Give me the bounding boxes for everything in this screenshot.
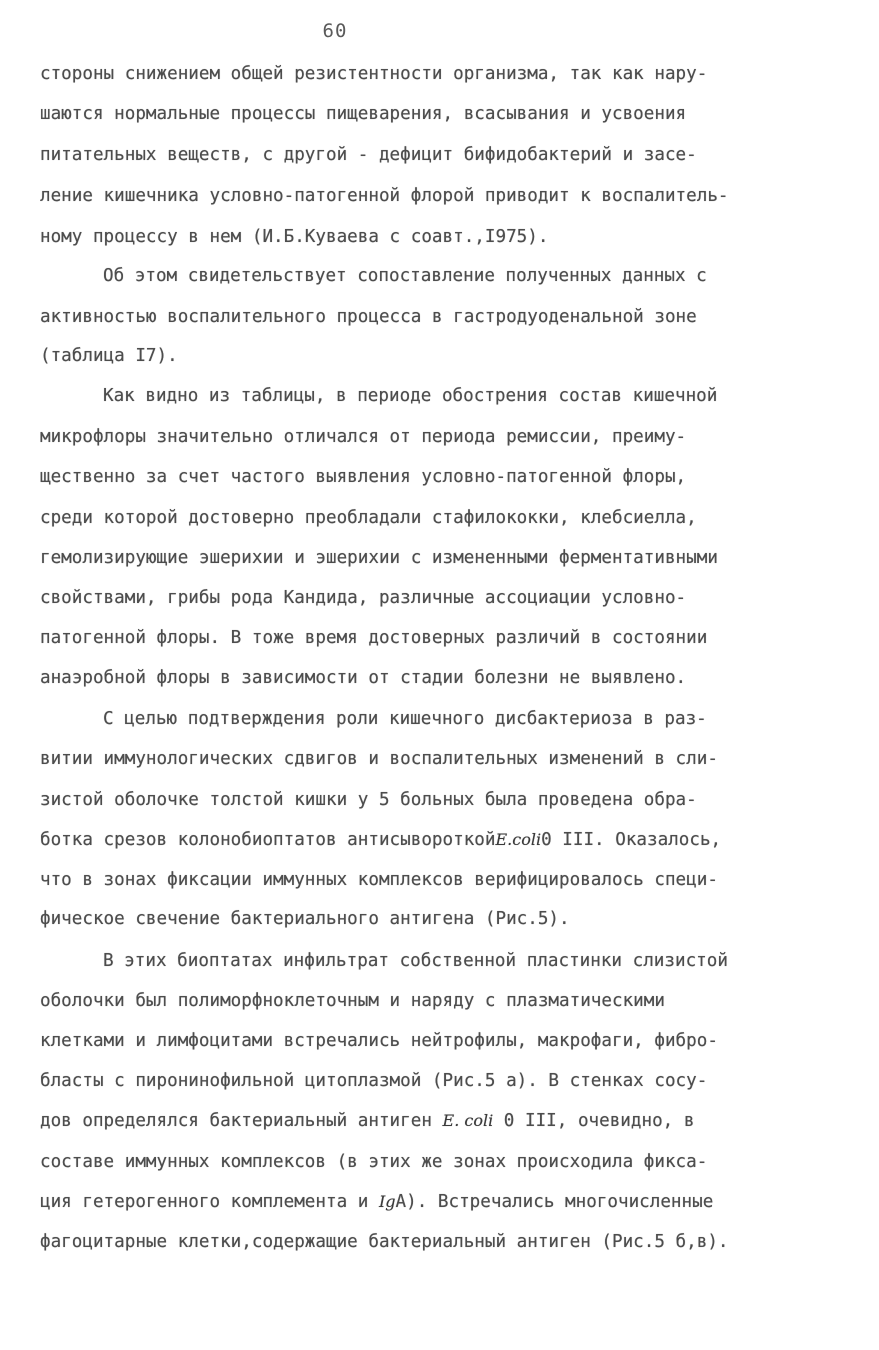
- text-line: что в зонах фиксации иммунных комплексов верифицировалось специ-: [40, 870, 718, 890]
- text-segment: А). Встречались многочисленные: [395, 1192, 714, 1212]
- text-line: составе иммунных комплексов (в этих же зонах происходила фикса-: [40, 1152, 708, 1172]
- text-line: микрофлоры значительно отличался от периода ремиссии, преиму-: [40, 427, 687, 447]
- text-line: зистой оболочке толстой кишки у 5 больных была проведена обра-: [40, 790, 697, 810]
- handwritten-e-coli: E.coli: [495, 830, 542, 849]
- handwritten-ig: Ig: [378, 1192, 396, 1211]
- text-line: витии иммунологических сдвигов и воспалительных изменений в сли-: [40, 749, 718, 769]
- text-line: ному процессу в нем (И.Б.Куваева с соавт.,I975).: [40, 227, 549, 247]
- handwritten-e-coli: E. coli: [442, 1111, 494, 1130]
- text-line: ление кишечника условно-патогенной флорой приводит к воспалитель-: [40, 186, 729, 206]
- text-segment: дов определялся бактериальный антиген: [40, 1111, 443, 1131]
- text-line: активностью воспалительного процесса в гастродуоденальной зоне: [40, 307, 697, 327]
- text-line: Как видно из таблицы, в периоде обострения состав кишечной: [103, 386, 718, 406]
- text-segment: ботка срезов колонобиоптатов антисывороткой: [40, 830, 496, 850]
- text-line: [40, 1110, 840, 1132]
- text-line: гемолизирующие эшерихии и эшерихии с измененными ферментативными: [40, 548, 718, 568]
- text-line: С целью подтверждения роли кишечного дисбактериоза в раз-: [103, 709, 707, 729]
- text-line: клетками и лимфоцитами встречались нейтрофилы, макрофаги, фибро-: [40, 1031, 718, 1051]
- text-line: фагоцитарные клетки,содержащие бактериальный антиген (Рис.5 б,в).: [40, 1232, 729, 1252]
- text-line: [40, 1191, 840, 1213]
- text-line: шаются нормальные процессы пищеварения, всасывания и усвоения: [40, 104, 687, 124]
- text-line: патогенной флоры. В тоже время достоверных различий в состоянии: [40, 628, 708, 648]
- text-line: стороны снижением общей резистентности организма, так как нару-: [40, 64, 708, 84]
- text-line: питательных веществ, с другой - дефицит бифидобактерий и засе-: [40, 145, 697, 165]
- text-line: свойствами, грибы рода Кандида, различные ассоциации условно-: [40, 588, 687, 608]
- page-number: 60: [322, 20, 348, 42]
- text-line: среди которой достоверно преобладали стафилококки, клебсиелла,: [40, 508, 697, 528]
- text-segment: 0 III. Оказалось,: [541, 830, 722, 850]
- text-line: щественно за счет частого выявления условно-патогенной флоры,: [40, 467, 687, 487]
- text-line: [40, 829, 840, 851]
- text-line: (таблица I7).: [40, 346, 178, 366]
- text-line: оболочки был полиморфноклеточным и наряду с плазматическими: [40, 991, 665, 1011]
- text-line: анаэробной флоры в зависимости от стадии болезни не выявлено.: [40, 668, 687, 688]
- text-line: В этих биоптатах инфильтрат собственной пластинки слизистой: [103, 951, 728, 971]
- text-line: бласты с пиронинофильной цитоплазмой (Рис.5 а). В стенках сосу-: [40, 1071, 708, 1091]
- text-line: Об этом свидетельствует сопоставление полученных данных с: [103, 266, 707, 286]
- text-line: фическое свечение бактериального антигена (Рис.5).: [40, 909, 570, 929]
- text-segment: ция гетерогенного комплемента и: [40, 1192, 379, 1212]
- text-segment: 0 III, очевидно, в: [493, 1111, 695, 1131]
